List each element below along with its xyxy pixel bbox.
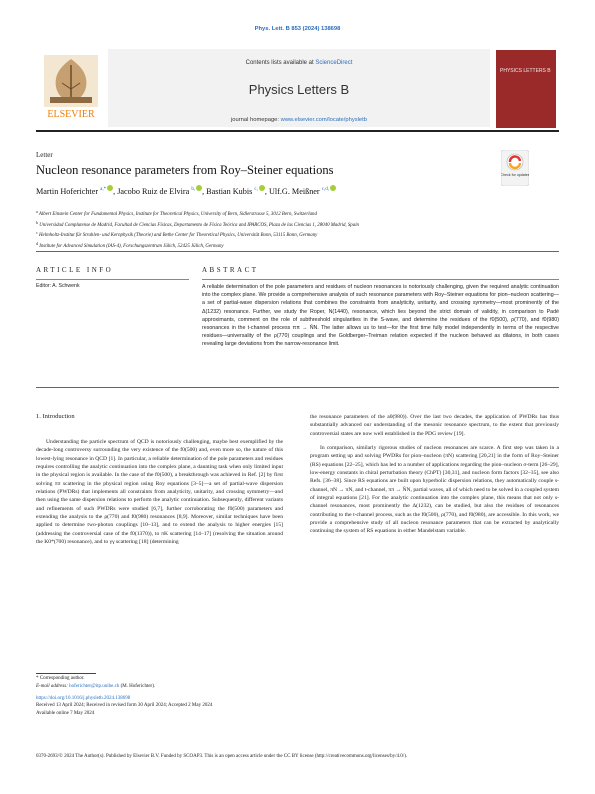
paragraph: the resonance parameters of the a0(980)). Over the last two decades, the application of PWDRs has thus substantially advanced our understanding of the mesonic resonance spectrum, to the extent that previously controversial states are now well established in the PDG review [19]. [310, 414, 559, 437]
editor-note: Editor: A. Schwenk [36, 283, 80, 289]
email-label: E-mail address: [36, 683, 68, 689]
license-statement: 0370-2693/© 2024 The Author(s). Published by Elsevier B.V. Funded by SCOAP3. This is an open access article under the CC BY license (http://creativecommons.org/licenses/by/4.0/). [36, 754, 408, 759]
corresponding-mark: * [103, 187, 107, 192]
doi-link[interactable]: https://doi.org/10.1016/j.physletb.2024.138698 [36, 695, 131, 701]
author-marks: c, [254, 187, 258, 192]
affiliation: $^d$ Institute for Advanced Simulation (IAS-4), Forschungszentrum Jülich, 52425 Jülich, Germany [36, 240, 224, 249]
divider [36, 251, 559, 252]
orcid-icon[interactable] [196, 185, 202, 191]
email-owner: (M. Hoferichter). [120, 683, 156, 689]
right-column [310, 413, 559, 536]
author-marks: c,d, [321, 187, 329, 192]
email-link[interactable]: hoferichter@itp.unibe.ch [69, 683, 120, 689]
elsevier-logo [40, 53, 102, 125]
paragraph: In comparison, similarly rigorous studies of nucleon resonances are scarce. A first step was taken in a program setting up and solving PWDRs for pion–nucleon (πN) scattering [20,21] in the form of Roy–Steiner (RS) equations [22–25], which has led to a number of applications regarding the pion–nucleon σ-term [26–29], low-energy constants in chiral perturbation theory (ChPT) [30,31], and nucleon form factors [32–35], see also Refs. [36–38]. Since RS equations are built upon hyperbolic dispersion relations, they automatically couple s-channel, πN → πN, and t-channel, ππ → N̄N, partial waves, all of which need to be solved in a coupled system of integral equations [21]. For the analytic continuation into the complex plane, this means that not only s-channel resonances, most prominently the Δ(1232), can be studied, but also the residues of resonances contributing to the t-channel process, such as the f0(500), ρ(770), and f0(980), are accessible. In this work, we provide a comprehensive study of all nucleon resonance parameters that can be extracted by analytically continuing the system of RS equations in either Mandelstam variable. [310, 445, 559, 535]
affiliation: $^a$ Albert Einstein Center for Fundamental Physics, Institute for Theoretical Physics, University of Bern, Sidlerstrasse 5, 3012 Bern, Switzerland [36, 209, 317, 217]
author-list: Martin Hoferichter $^{a,*}$ , Jacobo Ruiz de Elvira $^{b,}$ , Bastian Kubis $^{c,}$ , Ulf.G. Meißner $^{c,d,}$ [36, 185, 336, 196]
footnotes [36, 675, 559, 718]
article-type: Letter [36, 151, 53, 159]
author-marks: a, [100, 187, 104, 192]
divider [36, 387, 559, 388]
contents-prefix: Contents lists available at [245, 60, 314, 66]
divider [202, 279, 559, 280]
section-heading: 1. Introduction [36, 413, 75, 420]
check-updates-label: Check for updates [501, 173, 529, 177]
author-name[interactable]: Martin Hoferichter [36, 187, 99, 196]
author-name[interactable]: Jacobo Ruiz de Elvira [117, 187, 190, 196]
author-marks: b, [191, 187, 196, 192]
affiliation: $^c$ Helmholtz-Institut für Strahlen- und Kernphysik (Theorie) and Bethe Center for Theoretical Physics, Universität Bonn, 53115 Bonn, Germany [36, 230, 318, 239]
left-column [36, 438, 283, 546]
author-name[interactable]: Bastian Kubis [206, 187, 253, 196]
contents-line [108, 60, 490, 66]
cover-title: PHYSICS LETTERS B [500, 68, 551, 74]
corresponding-note: * Corresponding author. [36, 676, 85, 681]
homepage-line [108, 117, 490, 123]
abstract-body: A reliable determination of the pole parameters and residues of nucleon resonances is notoriously challenging, given the required analytic continuation into the complex plane. We provide a comprehensive analysis of such resonance parameters with Roy–Steiner equations for pion–nucleon scattering—a set of partial-wave dispersion relations that combines the constraints from analyticity, unitarity, and crossing symmetry—most prominently of the Δ(1232) resonance. Further, we study the Roper, N(1440), resonance, which lies beyond the strict domain of validity, in comparison to Padé approximants, comment on the role of subthreshold singularities in the S-wave, and determine the residues of the f0(500), ρ(770), and f0(980) resonances in the t-channel process ππ → N̄N. The latter allows us to test—for the first time fully model independently in terms of the respective residues—universality of the ρ(770) couplings and the Goldberger–Treiman relation expected if the nucleon behaved as dilatons, in both cases revealing large deviations from the narrow-resonance limit. [202, 284, 559, 348]
footnote-rule [36, 673, 96, 674]
orcid-icon[interactable] [107, 185, 113, 191]
journal-name: Physics Letters B [248, 82, 350, 97]
email-line [36, 683, 559, 691]
check-for-updates-badge[interactable] [501, 150, 529, 186]
sciencedirect-link[interactable]: ScienceDirect [315, 60, 353, 66]
homepage-link[interactable]: www.elsevier.com/locate/physletb [280, 117, 367, 123]
orcid-icon[interactable] [330, 185, 336, 191]
publisher-name: ELSEVIER [47, 109, 95, 120]
journal-reference[interactable]: Phys. Lett. B 853 (2024) 138698 [254, 26, 341, 32]
available-online: Available online 7 May 2024 [36, 711, 95, 717]
paragraph: Understanding the particle spectrum of QCD is notoriously challenging, maybe best exemplified by the decade-long controversy surrounding the very existence of the f0(500) and, even more so, the nature of this lowest-lying resonance in QCD [1]. In particular, a reliable determination of the pole parameters and residues requires controlling the analytic continuation into the complex plane, a daunting task when only limited input in the physical region is available. In the case of the f0(500), a breakthrough was achieved in Ref. [2] by first solving ππ scattering in the physical region using Roy equations [3–5]—a set of partial-wave dispersion relations (PWDRs) that implements all constraints from analyticity, unitarity, and crossing symmetry—and then using the same dispersion relations to perform the analytic continuation. Subsequently, different variants and refinements of such PWDRs were studied [6,7], further corroborating the f0(500) parameters and extending the analysis to the ρ(770) and f0(980) resonances [8,9]. Moreover, similar techniques have been applied to determine two-photon couplings [10–13], and to extend the analysis to higher energies [15] (addressing the controversial case of the f0(1370)), to πK scattering [14–17] (resolving the situation around the K0*(700) resonance), and to γγ scattering [18] (determining [36, 439, 283, 546]
abstract-heading: ABSTRACT [202, 266, 259, 274]
header-rule [36, 130, 559, 132]
homepage-prefix: journal homepage: [230, 117, 280, 123]
orcid-icon[interactable] [259, 185, 265, 191]
article-title: Nucleon resonance parameters from Roy–Steiner equations [36, 163, 334, 177]
author-name[interactable]: Ulf.G. Meißner [268, 187, 320, 196]
affiliation-list [36, 208, 559, 250]
affiliation: $^b$ Universidad Complutense de Madrid, Facultad de Ciencias Físicas, Departamento de Física Teórica and IPARCOS, Plaza de las Ciencias 1, 28040 Madrid, Spain [36, 219, 359, 228]
received-dates: Received 13 April 2024; Received in revised form 30 April 2024; Accepted 2 May 2024 [36, 703, 213, 709]
divider [36, 279, 189, 280]
journal-cover [496, 50, 556, 128]
article-info-heading: ARTICLE INFO [36, 266, 114, 274]
